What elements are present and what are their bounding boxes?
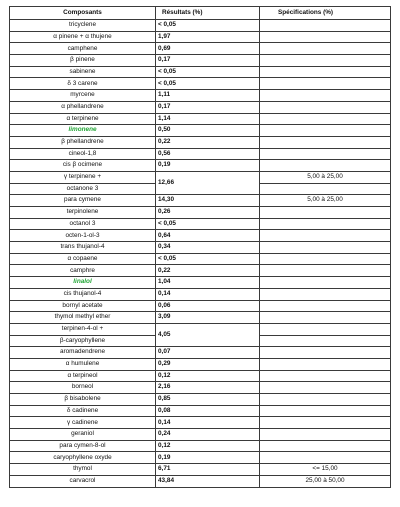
table-row [10, 195, 391, 207]
table-row [10, 230, 391, 242]
component-name: myrcene [10, 90, 156, 102]
result-value: 0,06 [156, 300, 260, 312]
component-name: octanol 3 [10, 218, 156, 230]
result-value: 0,12 [156, 440, 260, 452]
table-row [10, 300, 391, 312]
specification-value [260, 358, 391, 370]
component-name: caryophyllene oxyde [10, 452, 156, 464]
specification-value [260, 300, 391, 312]
table-row [10, 323, 391, 335]
specification-value [260, 31, 391, 43]
specification-value [260, 90, 391, 102]
specification-value [260, 43, 391, 55]
result-value: 0,08 [156, 405, 260, 417]
result-value: 0,50 [156, 125, 260, 137]
component-name: β pinene [10, 55, 156, 67]
table-row [10, 78, 391, 90]
component-name: α phellandrene [10, 101, 156, 113]
table-row [10, 125, 391, 137]
specification-value: 5,00 à 25,00 [260, 195, 391, 207]
header-row [10, 7, 391, 20]
header-composants: Composants [10, 7, 156, 20]
table-row [10, 358, 391, 370]
specification-value [260, 429, 391, 441]
table-row [10, 171, 391, 183]
specification-value: 5,00 à 25,00 [260, 171, 391, 183]
component-name: cis thujanol-4 [10, 288, 156, 300]
result-value: < 0,05 [156, 253, 260, 265]
component-name: para cymene [10, 195, 156, 207]
result-value: 12,66 [156, 171, 260, 194]
component-name: cis β ocimene [10, 160, 156, 172]
component-name: β-caryophyllene [10, 335, 156, 347]
component-name: δ cadinene [10, 405, 156, 417]
result-value: 0,69 [156, 43, 260, 55]
specification-value [260, 382, 391, 394]
result-value: < 0,05 [156, 78, 260, 90]
specification-value [260, 452, 391, 464]
table-row [10, 382, 391, 394]
component-name: camphene [10, 43, 156, 55]
result-value: 1,04 [156, 277, 260, 289]
component-name: octen-1-ol-3 [10, 230, 156, 242]
table-row [10, 218, 391, 230]
result-value: 0,07 [156, 347, 260, 359]
component-name: trans thujanol-4 [10, 242, 156, 254]
table-row [10, 207, 391, 219]
table-row [10, 90, 391, 102]
specification-value [260, 253, 391, 265]
result-value: 0,14 [156, 288, 260, 300]
component-name: bornyl acetate [10, 300, 156, 312]
component-name: α terpineol [10, 370, 156, 382]
component-name: borneol [10, 382, 156, 394]
component-name: α humulene [10, 358, 156, 370]
specification-value: <= 15,00 [260, 464, 391, 476]
result-value: 0,14 [156, 417, 260, 429]
table-row [10, 31, 391, 43]
specification-value [260, 312, 391, 324]
specification-value [260, 394, 391, 406]
result-value: 4,05 [156, 323, 260, 346]
specification-value [260, 242, 391, 254]
result-value: 0,22 [156, 265, 260, 277]
component-name: thymol methyl ether [10, 312, 156, 324]
result-value: 1,97 [156, 31, 260, 43]
component-name: geraniol [10, 429, 156, 441]
result-value: 0,19 [156, 160, 260, 172]
table-row [10, 347, 391, 359]
component-name: camphre [10, 265, 156, 277]
table-row [10, 288, 391, 300]
component-name: aromadendrene [10, 347, 156, 359]
specification-value [260, 125, 391, 137]
result-value: 0,24 [156, 429, 260, 441]
table-row [10, 101, 391, 113]
header-specifications: Spécifications (%) [260, 7, 391, 20]
component-name: δ 3 carene [10, 78, 156, 90]
table-row [10, 440, 391, 452]
result-value: 0,26 [156, 207, 260, 219]
result-value: 3,09 [156, 312, 260, 324]
specification-value [260, 440, 391, 452]
specification-empty [260, 335, 391, 347]
specification-value [260, 66, 391, 78]
component-name: limonene [10, 125, 156, 137]
result-value: 43,84 [156, 475, 260, 487]
result-value: 0,56 [156, 148, 260, 160]
component-name: para cymen-8-ol [10, 440, 156, 452]
component-name: β bisabolene [10, 394, 156, 406]
table-row [10, 113, 391, 125]
result-value: 0,64 [156, 230, 260, 242]
specification-value [260, 113, 391, 125]
specification-value: 25,00 à 50,00 [260, 475, 391, 487]
component-name: thymol [10, 464, 156, 476]
specification-value [260, 78, 391, 90]
table-row [10, 370, 391, 382]
table-row [10, 475, 391, 487]
specification-value [260, 101, 391, 113]
specification-empty [260, 183, 391, 195]
result-value: 0,85 [156, 394, 260, 406]
component-name: cineol-1,8 [10, 148, 156, 160]
specification-value [260, 148, 391, 160]
component-name: α terpinene [10, 113, 156, 125]
result-value: 6,71 [156, 464, 260, 476]
component-name: γ terpinene + [10, 171, 156, 183]
specification-value [260, 288, 391, 300]
result-value: 2,16 [156, 382, 260, 394]
result-value: 0,12 [156, 370, 260, 382]
table-row [10, 312, 391, 324]
table-row [10, 253, 391, 265]
result-value: 0,19 [156, 452, 260, 464]
result-value: 1,14 [156, 113, 260, 125]
specification-value [260, 265, 391, 277]
table-row [10, 66, 391, 78]
results-table [9, 6, 391, 488]
component-name: tricyclene [10, 20, 156, 32]
component-name: terpinen-4-ol + [10, 323, 156, 335]
result-value: 0,17 [156, 101, 260, 113]
result-value: 0,29 [156, 358, 260, 370]
table-row [10, 265, 391, 277]
component-name: γ cadinene [10, 417, 156, 429]
table-row [10, 464, 391, 476]
table-row [10, 148, 391, 160]
component-name: sabinene [10, 66, 156, 78]
table-row [10, 405, 391, 417]
component-name: linalol [10, 277, 156, 289]
component-name: carvacrol [10, 475, 156, 487]
result-value: 1,11 [156, 90, 260, 102]
table-row [10, 452, 391, 464]
specification-value [260, 218, 391, 230]
table-row [10, 277, 391, 289]
table-row [10, 394, 391, 406]
specification-value [260, 417, 391, 429]
component-name: octanone 3 [10, 183, 156, 195]
table-row [10, 242, 391, 254]
specification-value [260, 370, 391, 382]
result-value: 0,34 [156, 242, 260, 254]
specification-value [260, 277, 391, 289]
header-resultats: Résultats (%) [156, 7, 260, 20]
specification-value [260, 20, 391, 32]
specification-value [260, 230, 391, 242]
table-row [10, 43, 391, 55]
specification-value [260, 55, 391, 67]
specification-value [260, 347, 391, 359]
result-value: 0,17 [156, 55, 260, 67]
table-row [10, 55, 391, 67]
component-name: β phellandrene [10, 136, 156, 148]
component-name: α copaene [10, 253, 156, 265]
component-name: terpinolene [10, 207, 156, 219]
component-name: α pinene + α thujene [10, 31, 156, 43]
result-value: 14,30 [156, 195, 260, 207]
result-value: 0,22 [156, 136, 260, 148]
result-value: < 0,05 [156, 20, 260, 32]
table-body [10, 20, 391, 488]
table-row [10, 160, 391, 172]
table-row [10, 20, 391, 32]
table-row [10, 417, 391, 429]
table-row [10, 136, 391, 148]
specification-value [260, 323, 391, 335]
table-row [10, 429, 391, 441]
specification-value [260, 160, 391, 172]
specification-value [260, 405, 391, 417]
result-value: < 0,05 [156, 218, 260, 230]
specification-value [260, 207, 391, 219]
result-value: < 0,05 [156, 66, 260, 78]
specification-value [260, 136, 391, 148]
